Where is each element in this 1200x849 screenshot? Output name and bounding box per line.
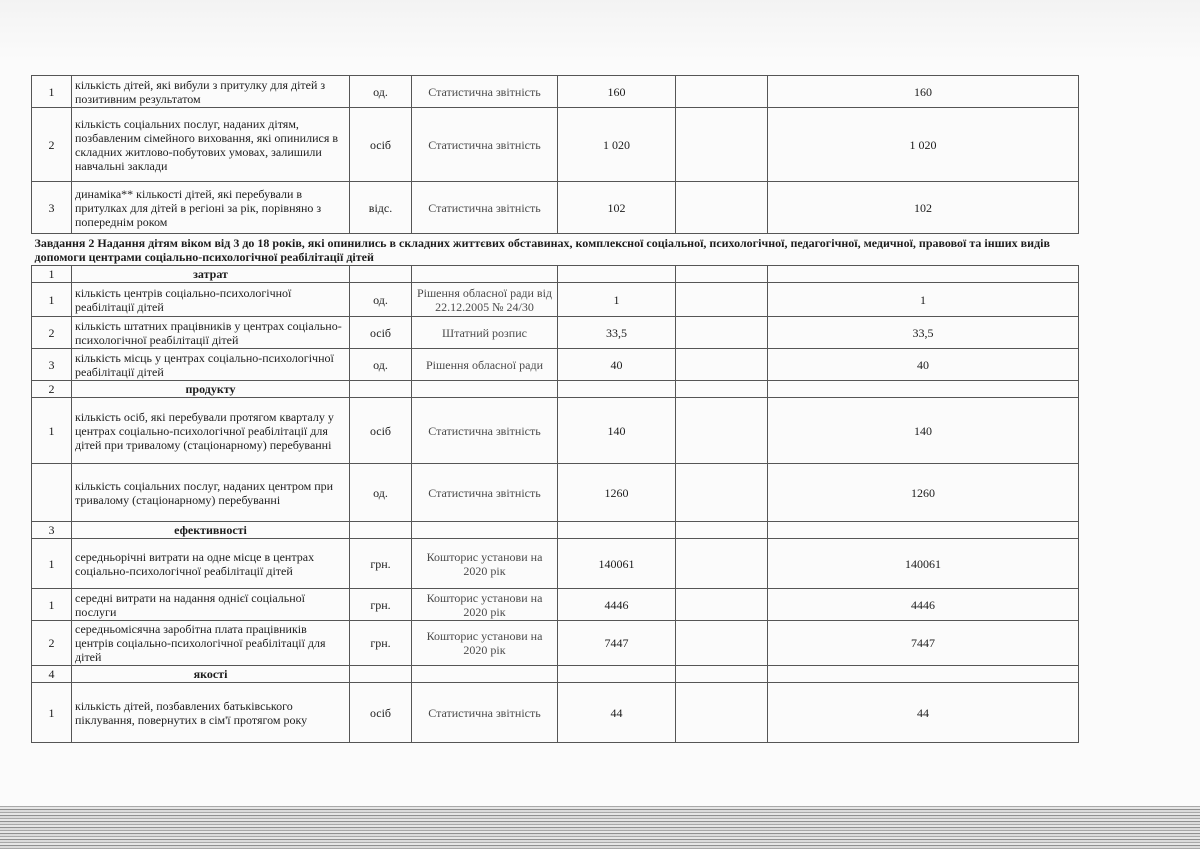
unit-cell: осіб [350, 108, 412, 182]
source-cell: Статистична звітність [412, 683, 558, 743]
indicator-name: кількість штатних працівників у центрах соціально-психологічної реабілітації дітей [72, 317, 350, 349]
table-row [32, 539, 1079, 589]
row-number: 1 [32, 76, 72, 108]
source-cell: Рішення обласної ради від 22.12.2005 № 24/30 [412, 283, 558, 317]
value-cell-empty [676, 539, 768, 589]
row-number: 1 [32, 589, 72, 621]
unit-cell: од. [350, 76, 412, 108]
table-row [32, 182, 1079, 234]
value-cell-total: 1 [768, 283, 1079, 317]
row-number: 1 [32, 683, 72, 743]
value-cell-empty [676, 283, 768, 317]
empty-cell [558, 522, 676, 539]
unit-cell: грн. [350, 539, 412, 589]
source-cell: Статистична звітність [412, 398, 558, 464]
section-number: 3 [32, 522, 72, 539]
row-number: 1 [32, 398, 72, 464]
indicator-name: кількість центрів соціально-психологічної реабілітації дітей [72, 283, 350, 317]
value-cell-empty [676, 464, 768, 522]
value-cell-empty [676, 182, 768, 234]
empty-cell [350, 266, 412, 283]
value-cell: 1 020 [558, 108, 676, 182]
table-row [32, 76, 1079, 108]
value-cell-empty [676, 108, 768, 182]
row-number: 3 [32, 349, 72, 381]
table-row [32, 398, 1079, 464]
value-cell-empty [676, 76, 768, 108]
section-title: якості [72, 666, 350, 683]
empty-cell [676, 266, 768, 283]
task-title: Завдання 2 Надання дітям віком від 3 до 18 років, які опинились в складних життєвих обставинах, комплексної соціальної, психологічної, педагогічної, медичної, правової та інших видів допомоги центрами соціально-психологічної реабілітації дітей [32, 234, 1079, 266]
source-cell: Статистична звітність [412, 464, 558, 522]
table-row [32, 589, 1079, 621]
value-cell-total: 140 [768, 398, 1079, 464]
indicator-name: динаміка** кількості дітей, які перебували в притулках для дітей в регіоні за рік, порівняно з попереднім роком [72, 182, 350, 234]
value-cell: 1260 [558, 464, 676, 522]
empty-cell [768, 266, 1079, 283]
section-title: продукту [72, 381, 350, 398]
value-cell-total: 102 [768, 182, 1079, 234]
section-header-row [32, 266, 1079, 283]
table-row [32, 283, 1079, 317]
value-cell: 140061 [558, 539, 676, 589]
section-header-row [32, 666, 1079, 683]
section-number: 2 [32, 381, 72, 398]
unit-cell: грн. [350, 589, 412, 621]
empty-cell [768, 381, 1079, 398]
value-cell-total: 33,5 [768, 317, 1079, 349]
value-cell-empty [676, 589, 768, 621]
value-cell-total: 4446 [768, 589, 1079, 621]
empty-cell [350, 522, 412, 539]
value-cell-empty [676, 349, 768, 381]
empty-cell [350, 381, 412, 398]
source-cell: Статистична звітність [412, 76, 558, 108]
indicator-name: кількість осіб, які перебували протягом кварталу у центрах соціально-психологічної реабілітації для дітей при тривалому (стаціонарному) перебуванні [72, 398, 350, 464]
source-cell: Статистична звітність [412, 182, 558, 234]
source-cell: Кошторис установи на 2020 рік [412, 539, 558, 589]
empty-cell [412, 381, 558, 398]
table-row [32, 349, 1079, 381]
section-number: 1 [32, 266, 72, 283]
scan-bottom-noise [0, 806, 1200, 849]
empty-cell [350, 666, 412, 683]
indicator-name: кількість дітей, які вибули з притулку для дітей з позитивним результатом [72, 76, 350, 108]
value-cell-empty [676, 398, 768, 464]
value-cell-empty [676, 621, 768, 666]
unit-cell: грн. [350, 621, 412, 666]
value-cell-total: 1260 [768, 464, 1079, 522]
source-cell: Рішення обласної ради [412, 349, 558, 381]
value-cell: 33,5 [558, 317, 676, 349]
section-title: ефективності [72, 522, 350, 539]
scan-top-shade [0, 0, 1200, 60]
value-cell-total: 7447 [768, 621, 1079, 666]
unit-cell: од. [350, 349, 412, 381]
row-number [32, 464, 72, 522]
empty-cell [558, 266, 676, 283]
empty-cell [412, 266, 558, 283]
value-cell: 4446 [558, 589, 676, 621]
indicator-name: кількість соціальних послуг, наданих центром при тривалому (стаціонарному) перебуванні [72, 464, 350, 522]
empty-cell [676, 666, 768, 683]
source-cell: Кошторис установи на 2020 рік [412, 621, 558, 666]
source-cell: Статистична звітність [412, 108, 558, 182]
indicator-name: середньомісячна заробітна плата працівників центрів соціально-психологічної реабілітації для дітей [72, 621, 350, 666]
value-cell-total: 44 [768, 683, 1079, 743]
row-number: 1 [32, 283, 72, 317]
empty-cell [768, 522, 1079, 539]
empty-cell [676, 381, 768, 398]
row-number: 2 [32, 621, 72, 666]
section-number: 4 [32, 666, 72, 683]
value-cell: 1 [558, 283, 676, 317]
unit-cell: осіб [350, 398, 412, 464]
section-header-row [32, 522, 1079, 539]
unit-cell: відс. [350, 182, 412, 234]
empty-cell [412, 666, 558, 683]
value-cell-total: 160 [768, 76, 1079, 108]
unit-cell: од. [350, 283, 412, 317]
value-cell: 7447 [558, 621, 676, 666]
row-number: 2 [32, 317, 72, 349]
section-header-row [32, 381, 1079, 398]
task-row [32, 234, 1079, 266]
value-cell-empty [676, 683, 768, 743]
value-cell: 160 [558, 76, 676, 108]
row-number: 2 [32, 108, 72, 182]
indicator-name: кількість дітей, позбавлених батьківського піклування, повернутих в сім'ї протягом року [72, 683, 350, 743]
empty-cell [412, 522, 558, 539]
value-cell: 102 [558, 182, 676, 234]
empty-cell [768, 666, 1079, 683]
indicator-name: кількість місць у центрах соціально-психологічної реабілітації дітей [72, 349, 350, 381]
table-row [32, 317, 1079, 349]
table-row [32, 683, 1079, 743]
source-cell: Штатний розпис [412, 317, 558, 349]
empty-cell [676, 522, 768, 539]
row-number: 1 [32, 539, 72, 589]
value-cell: 40 [558, 349, 676, 381]
section-title: затрат [72, 266, 350, 283]
table-row [32, 621, 1079, 666]
unit-cell: осіб [350, 683, 412, 743]
table-row [32, 464, 1079, 522]
value-cell-total: 140061 [768, 539, 1079, 589]
table-row [32, 108, 1079, 182]
value-cell-empty [676, 317, 768, 349]
indicator-name: кількість соціальних послуг, наданих дітям, позбавленим сімейного виховання, які опинилися в складних житлово-побутових умовах, залишили навчальні заклади [72, 108, 350, 182]
indicator-name: середні витрати на надання однієї соціальної послуги [72, 589, 350, 621]
row-number: 3 [32, 182, 72, 234]
value-cell: 44 [558, 683, 676, 743]
unit-cell: осіб [350, 317, 412, 349]
value-cell: 140 [558, 398, 676, 464]
indicator-name: середньорічні витрати на одне місце в центрах соціально-психологічної реабілітації дітей [72, 539, 350, 589]
empty-cell [558, 666, 676, 683]
unit-cell: од. [350, 464, 412, 522]
source-cell: Кошторис установи на 2020 рік [412, 589, 558, 621]
indicators-table [31, 75, 1079, 743]
value-cell-total: 1 020 [768, 108, 1079, 182]
value-cell-total: 40 [768, 349, 1079, 381]
empty-cell [558, 381, 676, 398]
